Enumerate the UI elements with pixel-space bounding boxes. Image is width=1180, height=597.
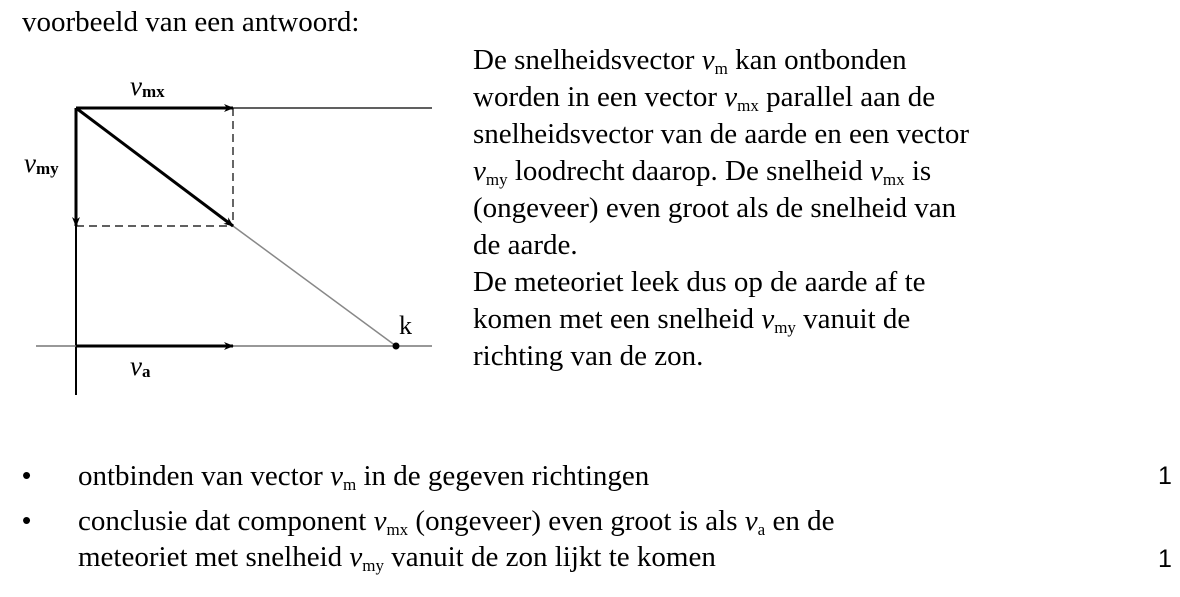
label-k: k bbox=[399, 311, 412, 340]
criterion-text: ontbinden van vector $v_m$ in de gegeven richtingen bbox=[78, 460, 650, 494]
point-k bbox=[393, 343, 400, 350]
explanation-paragraph bbox=[473, 42, 1113, 375]
intro-heading: voorbeeld van een antwoord: bbox=[22, 6, 360, 38]
criterion-score: 1 bbox=[1158, 545, 1172, 573]
criterion-score: 1 bbox=[1158, 462, 1172, 490]
explanation-line: De snelheidsvector $v_m$ kan ontbonden bbox=[473, 44, 907, 78]
explanation-line: richting van de zon. bbox=[473, 340, 704, 372]
explanation-line: snelheidsvector van de aarde en een vector bbox=[473, 118, 969, 150]
explanation-line: de aarde. bbox=[473, 229, 578, 261]
extension-line bbox=[233, 226, 396, 346]
criterion-text: conclusie dat component $v_{mx}$ (ongeveer) even groot is als $v_a$ en de meteoriet met snelheid $v_{my}$ vanuit de zon lijkt te komen bbox=[78, 505, 835, 575]
label-va: va bbox=[130, 351, 151, 381]
label-vmx: vmx bbox=[130, 71, 165, 101]
explanation-line: worden in een vector $v_{mx}$ parallel aan de bbox=[473, 81, 936, 115]
explanation-line: (ongeveer) even groot als de snelheid van bbox=[473, 192, 957, 224]
vector-diagram bbox=[0, 0, 470, 420]
label-vmy: vmy bbox=[24, 148, 59, 178]
explanation-line: $v_{my}$ loodrecht daarop. De snelheid $v_{mx}$ is bbox=[473, 155, 932, 189]
explanation-line: De meteoriet leek dus op de aarde af te bbox=[473, 266, 926, 298]
explanation-line: komen met een snelheid $v_{my}$ vanuit de bbox=[473, 303, 911, 337]
bullet: • bbox=[22, 505, 32, 535]
vm-arrow bbox=[76, 108, 233, 226]
bullet: • bbox=[22, 460, 32, 490]
